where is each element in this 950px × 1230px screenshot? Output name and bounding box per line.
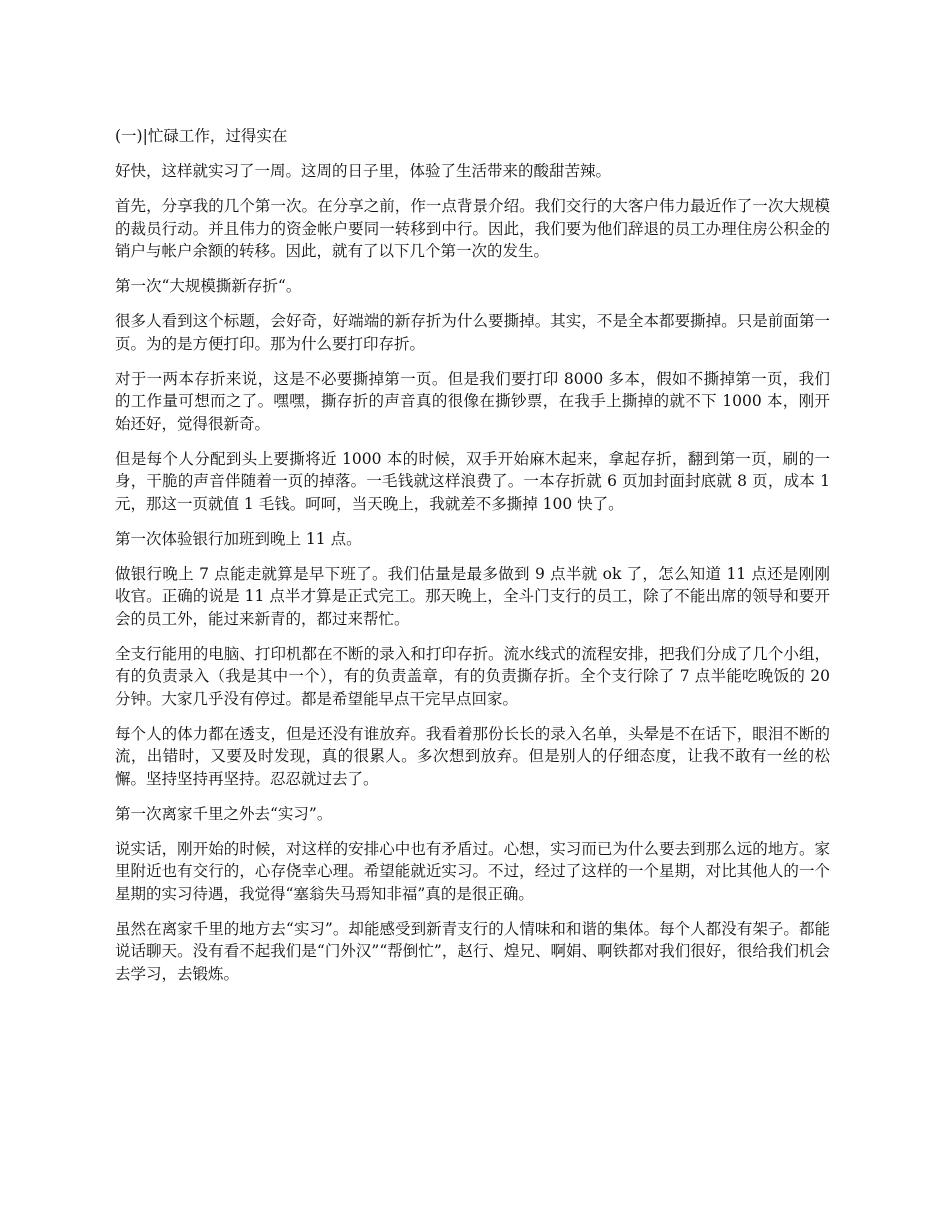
paragraph: 很多人看到这个标题，会好奇，好端端的新存折为什么要撕掉。其实，不是全本都要撕掉。只是前面第一页。为的是方便打印。那为什么要打印存折。 (115, 312, 830, 353)
paragraph: 第一次“大规模撕新存折“。 (115, 277, 302, 295)
paragraph: 首先，分享我的几个第一次。在分享之前，作一点背景介绍。我们交行的大客户伟力最近作了一次大规模的裁员行动。并且伟力的资金帐户要同一转移到中行。因此，我们要为他们辞退的员工办理住房公积金的销户与帐户余额的转移。因此，就有了以下几个第一次的发生。 (115, 197, 830, 260)
paragraph: 但是每个人分配到头上要撕将近 1000 本的时候，双手开始麻木起来，拿起存折，翻到第一页，刷的一身，干脆的声音伴随着一页的掉落。一毛钱就这样浪费了。一本存折就 6 页加封面封底就 8 页，成本 1 元，那这一页就值 1 毛钱。呵呵，当天晚上，我就差不多撕掉 100 快了。 (115, 449, 830, 513)
paragraph: 做银行晚上 7 点能走就算是早下班了。我们估量是最多做到 9 点半就 ok 了，怎么知道 11 点还是刚刚收官。正确的说是 11 点半才算是正式完工。那天晚上，全斗门支行的员工，除了不能出席的领导和要开会的员工外，能过来新青的，都过来帮忙。 (115, 564, 830, 628)
paragraph: 第一次体验银行加班到晚上 11 点。 (115, 529, 362, 548)
paragraph: 好快，这样就实习了一周。这周的日子里，体验了生活带来的酸甜苦辣。 (115, 162, 612, 180)
paragraph: 对于一两本存折来说，这是不必要撕掉第一页。但是我们要打印 8000 多本，假如不撕掉第一页，我们的工作量可想而之了。嘿嘿，撕存折的声音真的很像在撕钞票，在我手上撕掉的就不下 1000 本，刚开始还好，觉得很新奇。 (115, 369, 830, 433)
section-heading: (一)|忙碌工作，过得实在 (115, 127, 288, 145)
paragraph: 第一次离家千里之外去“实习”。 (115, 804, 333, 823)
paragraph: 全支行能用的电脑、打印机都在不断的录入和打印存折。流水线式的流程安排，把我们分成了几个小组，有的负责录入（我是其中一个），有的负责盖章，有的负责撕存折。全个支行除了 7 点半能吃晚饭的 20 分钟。大家几乎没有停过。都是希望能早点干完早点回家。 (115, 644, 830, 708)
paragraph: 说实话，刚开始的时候，对这样的安排心中也有矛盾过。心想，实习而已为什么要去到那么远的地方。家里附近也有交行的，心存侥幸心理。希望能就近实习。不过，经过了这样的一个星期，对比其他人的一个星期的实习待遇，我觉得“塞翁失马焉知非福”真的是很正确。 (115, 839, 830, 903)
paragraph: 每个人的体力都在透支，但是还没有谁放弃。我看着那份长长的录入名单，头晕是不在话下，眼泪不断的流，出错时，又要及时发现，真的很累人。多次想到放弃。但是别人的仔细态度，让我不敢有一丝的松懈。坚持坚持再坚持。忍忍就过去了。 (115, 724, 830, 788)
document-body (115, 125, 830, 998)
paragraph: 虽然在离家千里的地方去“实习”。却能感受到新青支行的人情味和和谐的集体。每个人都没有架子。都能说话聊天。没有看不起我们是“门外汉”“帮倒忙”，赵行、煌兄、啊娟、啊铁都对我们很好，很给我们机会去学习，去锻炼。 (115, 919, 830, 983)
